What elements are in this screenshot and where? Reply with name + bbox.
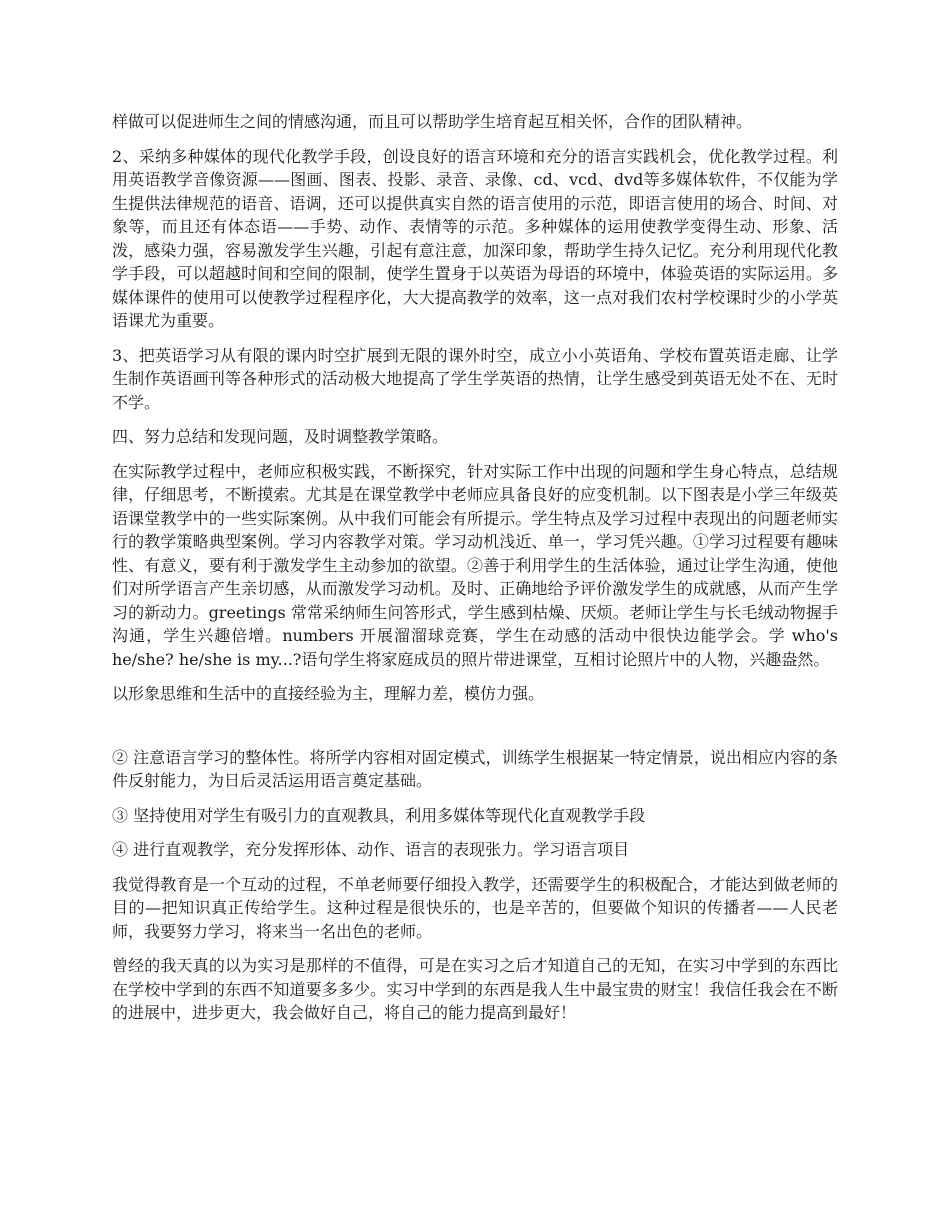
list-item-2: ② 注意语言学习的整体性。将所学内容相对固定模式，训练学生根据某一特定情景，说出相应内容的条件反射能力，为日后灵活运用语言奠定基础。	[112, 747, 838, 790]
list-item-3: ③ 坚持使用对学生有吸引力的直观教具，利用多媒体等现代化直观教学手段	[112, 805, 646, 825]
paragraph-conclusion: 曾经的我天真的以为实习是那样的不值得，可是在实习之后才知道自己的无知，在实习中学到的东西比在学校中学到的东西不知道要多多少。实习中学到的东西是我人生中最宝贵的财宝！我信任我会在不断的进展中，进步更大，我会做好自己，将自己的能力提高到最好！	[112, 956, 838, 1022]
paragraph-teaching-cases: 在实际教学过程中，老师应积极实践，不断探究，针对实际工作中出现的问题和学生身心特点，总结规律，仔细思考，不断摸索。尤其是在课堂教学中老师应具备良好的应变机制。以下图表是小学三年级英语课堂教学中的一些实际案例。从中我们可能会有所提示。学生特点及学习过程中表现出的问题老师实行的教学策略典型案例。学习内容教学对策。学习动机浅近、单一，学习凭兴趣。①学习过程要有趣味性、有意义，要有利于激发学生主动参加的欲望。②善于利用学生的生活体验，通过让学生沟通，使他们对所学语言产生亲切感，从而激发学习动机。及时、正确地给予评价激发学生的成就感，从而产生学习的新动力。greetings 常常采纳师生问答形式，学生感到枯燥、厌烦。老师让学生与长毛绒动物握手沟通，学生兴趣倍增。numbers 开展溜溜球竞赛，学生在动感的活动中很快边能学会。学 who's he/she? he/she is my...?语句学生将家庭成员的照片带进课堂，互相讨论照片中的人物，兴趣盎然。	[112, 461, 838, 669]
section-heading-four: 四、努力总结和发现问题，及时调整教学策略。	[112, 427, 449, 446]
paragraph-media-teaching: 2、采纳多种媒体的现代化教学手段，创设良好的语言环境和充分的语言实践机会，优化教学过程。利用英语教学音像资源——图画、图表、投影、录音、录像、cd、vcd、dvd等多媒体软件，不仅能为学生提供法律规范的语音、语调，还可以提供真实自然的语言使用的示范，即语言使用的场合、时间、对象等，而且还有体态语——手势、动作、表情等的示范。多种媒体的运用使教学变得生动、形象、活泼，感染力强，容易激发学生兴趣，引起有意注意，加深印象，帮助学生持久记忆。充分利用现代化教学手段，可以超越时间和空间的限制，使学生置身于以英语为母语的环境中，体验英语的实际运用。多媒体课件的使用可以使教学过程程序化，大大提高教学的效率，这一点对我们农村学校课时少的小学英语课尤为重要。	[112, 146, 838, 330]
list-item-4: ④ 进行直观教学，充分发挥形体、动作、语言的表现张力。学习语言项目	[112, 840, 630, 859]
paragraph-reflection: 我觉得教育是一个互动的过程，不单老师要仔细投入教学，还需要学生的积极配合，才能达到做老师的目的—把知识真正传给学生。这种过程是很快乐的，也是辛苦的，但要做个知识的传播者——人民老师，我要努力学习，将来当一名出色的老师。	[112, 874, 838, 941]
paragraph-extracurricular: 3、把英语学习从有限的课内时空扩展到无限的课外时空，成立小小英语角、学校布置英语走廊、让学生制作英语画刊等各种形式的活动极大地提高了学生学英语的热情，让学生感受到英语无处不在、无时不学。	[112, 345, 838, 412]
paragraph-student-traits: 以形象思维和生活中的直接经验为主，理解力差，模仿力强。	[112, 684, 545, 703]
paragraph-continuation: 样做可以促进师生之间的情感沟通，而且可以帮助学生培育起互相关怀，合作的团队精神。	[112, 112, 753, 131]
